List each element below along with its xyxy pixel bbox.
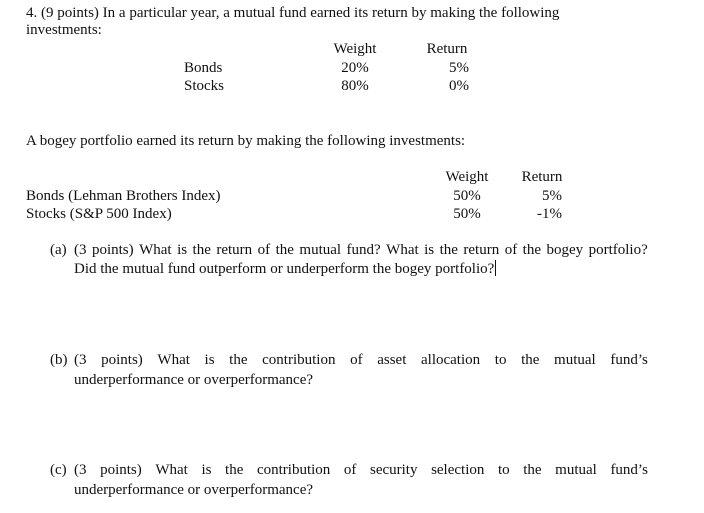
word: points) (101, 352, 143, 368)
bogey-row-return: 5% (542, 188, 562, 204)
word: points) (100, 462, 142, 478)
bogey-row-weight: 50% (453, 188, 481, 204)
bogey-intro: A bogey portfolio earned its return by making the following investments: (26, 133, 466, 149)
fund-row-return: 5% (449, 60, 469, 76)
word: the (523, 462, 542, 478)
question-c-line2: underperformance or overperformance? (74, 482, 314, 498)
fund-row-return: 0% (449, 78, 469, 94)
word: of (350, 352, 363, 368)
word: the (229, 352, 248, 368)
word: the (522, 242, 541, 258)
question-c-marker: (c) (50, 462, 67, 478)
word: points) (91, 242, 134, 258)
word: fund’s (610, 462, 648, 478)
question-b-marker: (b) (50, 352, 68, 368)
word: bogey (546, 242, 584, 258)
word: (3 (74, 352, 87, 368)
problem-heading: 4. (9 points) In a particular year, a mutual fund earned its return by making the following (26, 5, 560, 21)
word: return (216, 242, 253, 258)
fund-col-return: Return (426, 41, 468, 57)
word: (3 (74, 242, 87, 258)
word: to (494, 352, 507, 368)
fund-row-weight: 20% (341, 60, 369, 76)
word: of (343, 462, 357, 478)
bogey-row-label: Stocks (S&P 500 Index) (26, 206, 172, 222)
word: the (521, 352, 540, 368)
word: mutual (554, 352, 596, 368)
word: selection (431, 462, 485, 478)
word: What (139, 242, 172, 258)
word: fund’s (610, 352, 648, 368)
word: contribution (256, 462, 331, 478)
word: the (192, 242, 211, 258)
question-b-line1 (74, 352, 648, 369)
question-a-marker: (a) (50, 242, 67, 258)
bogey-row-weight: 50% (453, 206, 481, 222)
word: asset (377, 352, 407, 368)
fund-row-label: Bonds (184, 60, 223, 76)
word: What (386, 242, 419, 258)
word: fund? (346, 242, 381, 258)
word: allocation (421, 352, 481, 368)
question-a-line2[interactable] (74, 260, 496, 278)
question-a-line1 (74, 242, 648, 259)
problem-heading-continued: investments: (26, 22, 102, 38)
word: is (201, 462, 212, 478)
bogey-col-weight: Weight (445, 169, 489, 185)
question-c-line1 (74, 462, 648, 479)
question-b-line2: underperformance or overperformance? (74, 372, 314, 388)
bogey-row-return: -1% (537, 206, 562, 222)
word: return (463, 242, 500, 258)
word: the (439, 242, 458, 258)
word: mutual (299, 242, 342, 258)
word: is (177, 242, 188, 258)
word: What (157, 352, 190, 368)
word: the (225, 462, 244, 478)
word: portfolio? (588, 242, 648, 258)
word: of (504, 242, 518, 258)
word: mutual (555, 462, 597, 478)
bogey-row-label: Bonds (Lehman Brothers Index) (26, 188, 221, 204)
word: is (204, 352, 215, 368)
word: security (369, 462, 418, 478)
fund-col-weight: Weight (333, 41, 377, 57)
word: the (275, 242, 294, 258)
word: is (424, 242, 435, 258)
word: (3 (74, 462, 87, 478)
question-a-line2-text: Did the mutual fund outperform or underperform the bogey portfolio? (74, 261, 495, 277)
word: What (155, 462, 188, 478)
bogey-col-return: Return (521, 169, 563, 185)
word: contribution (262, 352, 336, 368)
fund-row-label: Stocks (184, 78, 225, 94)
word: of (257, 242, 271, 258)
fund-row-weight: 80% (341, 78, 369, 94)
text-cursor (495, 260, 496, 276)
word: to (497, 462, 510, 478)
